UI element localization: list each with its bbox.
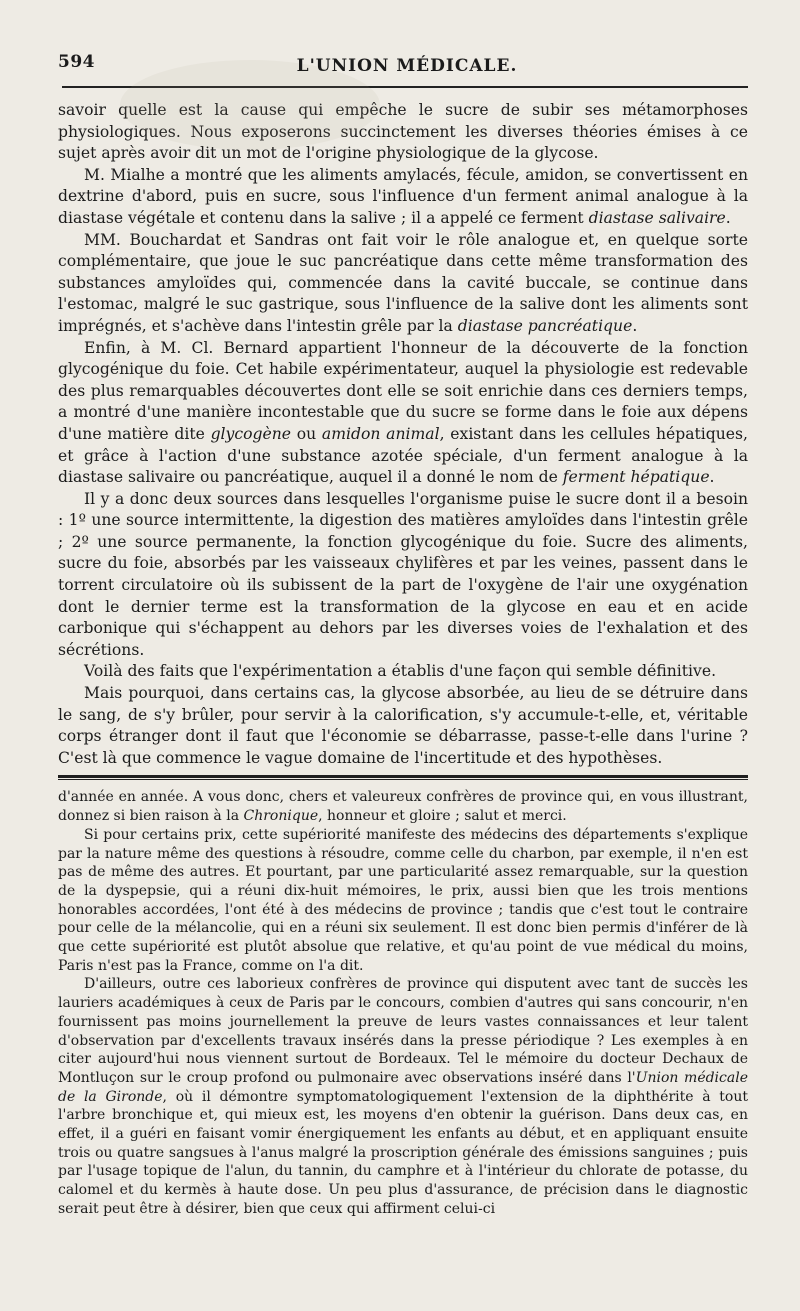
paragraph: Enfin, à M. Cl. Bernard appartient l'honneur de la découverte de la fonction glycogénique du foie. Cet habile expérimentateur, auquel la physiologie est redevable des plus remarquables découvertes dont elle se soit enrichie dans ces derniers temps, a montré d'une manière incontestable que du sucre se forme dans le foie aux dépens d'une matière dite glycogène ou amidon animal, existant dans les cellules hépatiques, et grâce à l'action d'une substance azotée spéciale, d'un ferment analogue à la diastase salivaire ou pancréatique, auquel il a donné le nom de ferment hépatique. [58,338,748,487]
italic-term: ferment hépatique [562,468,710,487]
main-article [58,100,748,769]
italic-term: glycogène [210,424,291,443]
page-header [58,52,756,82]
header-rule [62,86,748,88]
paragraph: MM. Bouchardat et Sandras ont fait voir le rôle analogue et, en quelque sorte complémentaire, que joue le suc pancréatique dans cette même transformation des substances amyloïdes qui, commencée dans la cavité buccale, se continue dans l'estomac, malgré le suc gastrique, sous l'influence de la salive dont les aliments sont imprégnés, et s'achève dans l'intestin grêle par la diastase pancréatique. [58,230,748,335]
page-number: 594 [58,52,95,72]
italic-term: diastase pancréatique [457,316,633,335]
paragraph: d'année en année. A vous donc, chers et valeureux confrères de province qui, en vous illustrant, donnez si bien raison à la Chronique, honneur et gloire ; salut et merci. [58,789,748,825]
paragraph: Il y a donc deux sources dans lesquelles l'organisme puise le sucre dont il a besoin : 1º une source intermittente, la digestion des matières amyloïdes dans l'intestin grêle ; 2º une source permanente, la fonction glycogénique du foie. Sucre des aliments, sucre du foie, absorbés par les vaisseaux chylifères et par les veines, passent dans le torrent circulatoire où ils subissent de la part de l'oxygène de l'air une oxygénation dont le dernier terme est la transformation de la glycose en eau et en acide carbonique qui s'échappent au dehors par les diverses voies de l'exhalation et des sécrétions. [58,489,748,659]
italic-term: Union médicale de la Gironde [58,1069,748,1105]
paragraph: M. Mialhe a montré que les aliments amylacés, fécule, amidon, se convertissent en dextrine d'abord, puis en sucre, sous l'influence d'un ferment animal analogue à la diastase végétale et contenu dans la salive ; il a appelé ce ferment diastase salivaire. [58,165,748,227]
running-title: L'UNION MÉDICALE. [296,56,518,76]
paragraph: savoir quelle est la cause qui empêche le sucre de subir ses métamorphoses physiologiques. Nous exposerons succinctement les diverses théories émises à ce sujet après avoir dit un mot de l'origine physiologique de la glycose. [58,101,748,163]
italic-term: Chronique [243,808,319,825]
paragraph: Mais pourquoi, dans certains cas, la glycose absorbée, au lieu de se détruire dans le sang, de s'y brûler, pour servir à la calorification, s'y accumule-t-elle, et, véritable corps étranger dont il faut que l'économie se débarrasse, passe-t-elle dans l'urine ? C'est là que commence le vague domaine de l'incertitude et des hypothèses. [58,684,748,767]
paragraph: D'ailleurs, outre ces laborieux confrères de province qui disputent avec tant de succès les lauriers académiques à ceux de Paris par le concours, combien d'autres qui sans concourir, n'en fournissent pas moins journellement la preuve de leurs vastes connaissances et leur talent d'observation par d'excellents travaux insérés dans la presse périodique ? Les exemples à en citer aujourd'hui nous viennent surtout de Bordeaux. Tel le mémoire du docteur Dechaux de Montluçon sur le croup profond ou pulmonaire avec observations inséré dans l'Union médicale de la Gironde, où il démontre symptomatologiquement l'extension de la diphthérite à tout l'arbre bronchique et, qui mieux est, les moyens d'en obtenir la guérison. Dans deux cas, en effet, il a guéri en faisant vomir énergiquement les enfants au début, et en appliquant ensuite trois ou quatre sangsues à l'anus malgré la proscription générale des émissions sanguines ; puis par l'usage topique de l'alun, du tannin, du camphre et à l'intérieur du chlorate de potasse, du calomel et du kermès à haute dose. Un peu plus d'assurance, de précision dans le diagnostic serait peut être à désirer, bien que ceux qui affirment celui-ci [58,976,748,1217]
italic-term: amidon animal [321,424,440,443]
feuilleton-section [58,788,748,1218]
feuilleton-separator [58,775,748,780]
italic-term: diastase salivaire [588,208,726,227]
paragraph: Voilà des faits que l'expérimentation a établis d'une façon qui semble définitive. [84,662,717,681]
paragraph: Si pour certains prix, cette supériorité manifeste des médecins des départements s'explique par la nature même des questions à résoudre, comme celle du charbon, par exemple, il n'en est pas de même des autres. Et pourtant, par une particularité assez remarquable, sur la question de la dyspepsie, qui a réuni dix-huit mémoires, le prix, aussi bien que les trois mentions honorables accordées, l'ont été à des médecins de province ; tandis que c'est tout le contraire pour celle de la mélancolie, qui en a réuni six seulement. Il est donc bien permis d'inférer de là que cette supériorité est plutôt absolue que relative, et qu'au point de vue médical du moins, Paris n'est pas la France, comme on l'a dit. [58,826,748,974]
